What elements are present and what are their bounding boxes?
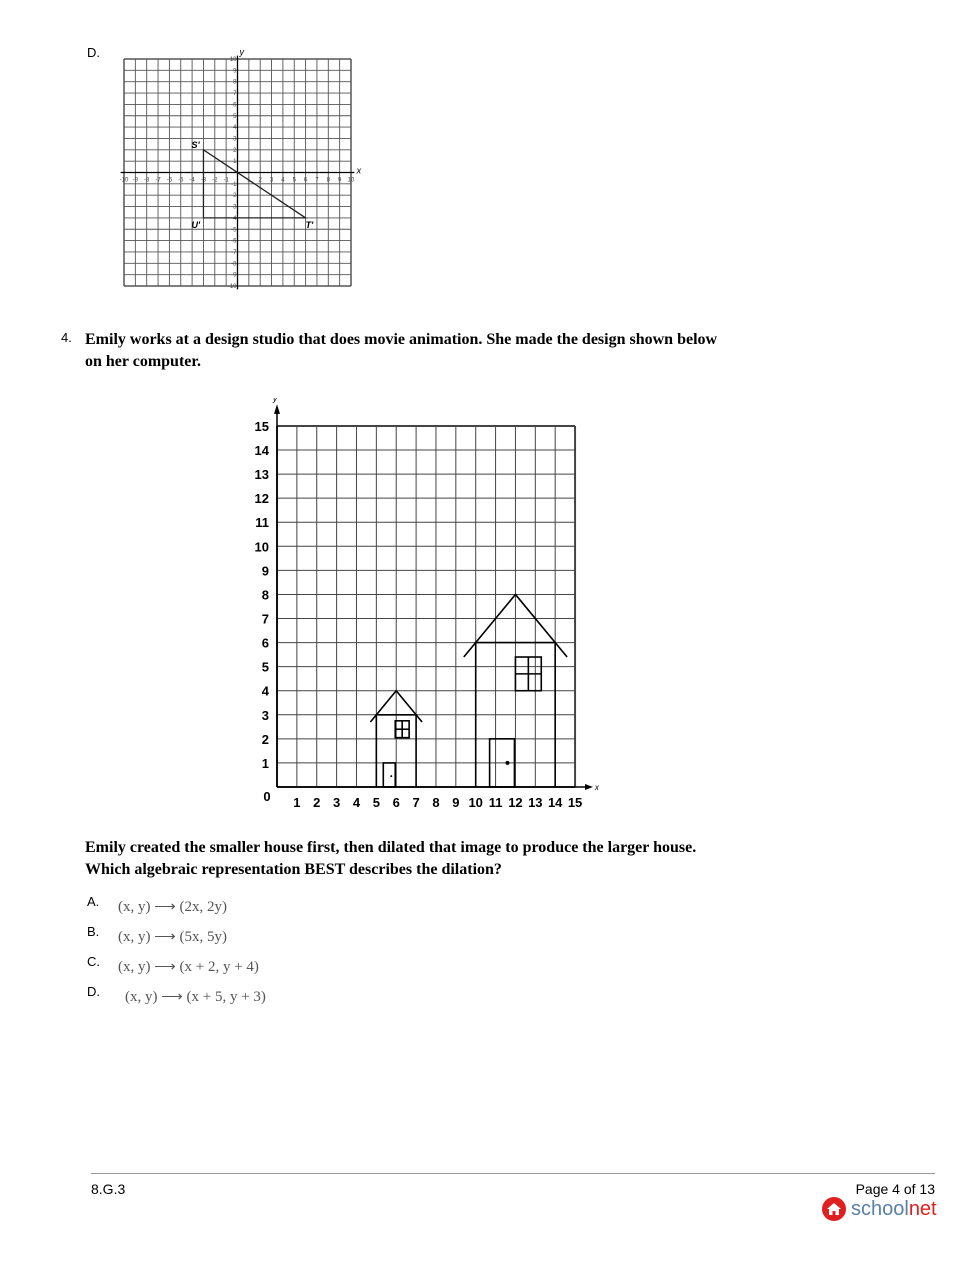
x-tick-label: -7 — [155, 177, 161, 184]
x-tick-label: 4 — [281, 177, 285, 184]
x-tick-label: -6 — [166, 177, 173, 184]
x-tick-label: 8 — [326, 177, 330, 184]
vertex-label: S' — [191, 139, 200, 150]
x-tick-label: 4 — [352, 795, 361, 810]
y-tick-label: -4 — [231, 215, 237, 222]
y-tick-label: 9 — [233, 68, 237, 75]
y-tick-label: 5 — [261, 659, 269, 675]
y-tick-label: -1 — [231, 181, 237, 188]
question-prompt — [85, 837, 696, 881]
x-tick-label: -2 — [212, 177, 218, 184]
coordinate-plane-triangle — [110, 45, 370, 295]
y-tick-label: 1 — [233, 159, 237, 166]
x-tick-label: 13 — [528, 795, 543, 810]
question-text — [85, 329, 717, 373]
y-tick-label: 15 — [254, 418, 269, 434]
y-axis-label: y — [239, 47, 244, 57]
x-tick-label: 6 — [303, 177, 308, 184]
x-tick-label: 1 — [247, 177, 251, 184]
origin-label: 0 — [263, 789, 271, 804]
option-letter: A. — [87, 894, 100, 909]
y-tick-label: 14 — [254, 443, 269, 459]
y-tick-label: 2 — [233, 147, 237, 154]
standard-code: 8.G.3 — [91, 1181, 126, 1197]
y-tick-label: 11 — [255, 515, 269, 531]
option-text: (x, y) ⟶ (x + 5, y + 3) — [125, 989, 266, 1005]
x-tick-label: -8 — [144, 177, 150, 184]
y-tick-label: 9 — [261, 563, 269, 579]
option-text: (x, y) ⟶ (2x, 2y) — [118, 899, 227, 915]
option-d-label: D. — [87, 45, 100, 60]
large-house-door-knob — [505, 761, 509, 765]
question-text-line1: Emily works at a design studio that does movie animation. She made the design shown below — [85, 331, 718, 348]
option-letter: D. — [87, 984, 100, 999]
y-tick-label: 3 — [233, 136, 237, 143]
logo-text-net: net — [908, 1197, 937, 1220]
logo-text-school: school — [851, 1197, 909, 1220]
y-tick-label: -7 — [231, 249, 237, 256]
x-axis-arrow — [585, 784, 593, 790]
y-tick-label: -10 — [227, 284, 237, 290]
x-tick-label: 10 — [347, 177, 355, 184]
x-tick-label: -9 — [132, 177, 139, 184]
option-text: (x, y) ⟶ (5x, 5y) — [118, 929, 227, 945]
y-tick-label: 6 — [261, 635, 269, 651]
y-tick-label: 5 — [233, 113, 237, 120]
x-tick-label: 9 — [452, 795, 460, 810]
y-tick-label: 13 — [254, 467, 269, 483]
y-tick-label: -6 — [231, 238, 237, 245]
x-tick-label: 15 — [567, 795, 583, 810]
y-tick-label: 7 — [233, 91, 237, 98]
option-d[interactable] — [87, 983, 266, 1005]
x-tick-label: 2 — [258, 177, 262, 184]
x-tick-label: 6 — [392, 795, 400, 810]
small-house-door-knob — [390, 775, 392, 777]
y-tick-label: 10 — [254, 539, 269, 555]
x-tick-label: 5 — [372, 795, 380, 810]
prompt-line2: Which algebraic representation BEST describes the dilation? — [85, 861, 502, 878]
y-tick-label: 8 — [261, 587, 269, 603]
question-text-line2: on her computer. — [85, 353, 201, 370]
x-tick-label: -5 — [178, 177, 184, 184]
y-tick-label: 12 — [254, 491, 269, 507]
x-tick-label: 10 — [468, 795, 483, 810]
vertex-label: T' — [305, 219, 314, 230]
x-tick-label: 12 — [508, 795, 523, 810]
x-tick-label: -1 — [223, 177, 229, 184]
y-tick-label: -8 — [231, 261, 237, 268]
option-a[interactable] — [87, 893, 227, 915]
x-axis-label: x — [356, 165, 362, 176]
x-tick-label: 14 — [547, 795, 563, 810]
x-tick-label: 2 — [313, 795, 321, 810]
y-axis-arrow — [274, 404, 280, 414]
prompt-line1: Emily created the smaller house first, then dilated that image to produce the larger house. — [85, 839, 697, 856]
x-tick-label: 3 — [269, 177, 274, 184]
page-number: Page 4 of 13 — [855, 1181, 935, 1197]
x-tick-label: 8 — [432, 795, 440, 810]
y-tick-label: 2 — [261, 731, 269, 747]
house-graph — [240, 398, 610, 818]
y-tick-label: 7 — [261, 611, 269, 627]
small-house-door — [383, 763, 395, 787]
house-logo-icon — [821, 1196, 847, 1222]
y-tick-label: 8 — [233, 79, 237, 86]
y-tick-label: 4 — [233, 125, 237, 132]
y-tick-label: 3 — [261, 707, 269, 723]
schoolnet-logo — [821, 1195, 937, 1223]
x-tick-label: -4 — [189, 177, 195, 184]
x-tick-label: 3 — [332, 795, 341, 810]
x-tick-label: -10 — [119, 177, 129, 184]
option-letter: B. — [87, 924, 100, 939]
option-c[interactable] — [87, 953, 259, 975]
x-tick-label: 5 — [292, 177, 296, 184]
y-tick-label: -9 — [231, 272, 237, 279]
y-tick-label: -3 — [231, 204, 237, 211]
y-tick-label: 1 — [261, 755, 269, 771]
option-b[interactable] — [87, 923, 227, 945]
footer-divider — [91, 1173, 935, 1174]
question-number: 4. — [61, 330, 72, 345]
y-axis-label: y — [273, 398, 277, 404]
x-tick-label: 7 — [315, 177, 319, 184]
y-tick-label: 4 — [261, 683, 269, 699]
y-tick-label: -2 — [231, 193, 237, 200]
vertex-label: U' — [191, 219, 201, 230]
x-tick-label: 1 — [293, 795, 301, 810]
y-tick-label: 6 — [233, 102, 237, 109]
y-tick-label: -5 — [231, 227, 237, 234]
x-tick-label: 7 — [412, 795, 420, 810]
option-letter: C. — [87, 954, 100, 969]
x-tick-label: 9 — [337, 177, 342, 184]
x-tick-label: -3 — [200, 177, 207, 184]
x-tick-label: 11 — [488, 795, 503, 810]
x-axis-label: x — [594, 783, 599, 792]
option-text: (x, y) ⟶ (x + 2, y + 4) — [118, 959, 259, 975]
y-tick-label: 10 — [229, 57, 237, 63]
